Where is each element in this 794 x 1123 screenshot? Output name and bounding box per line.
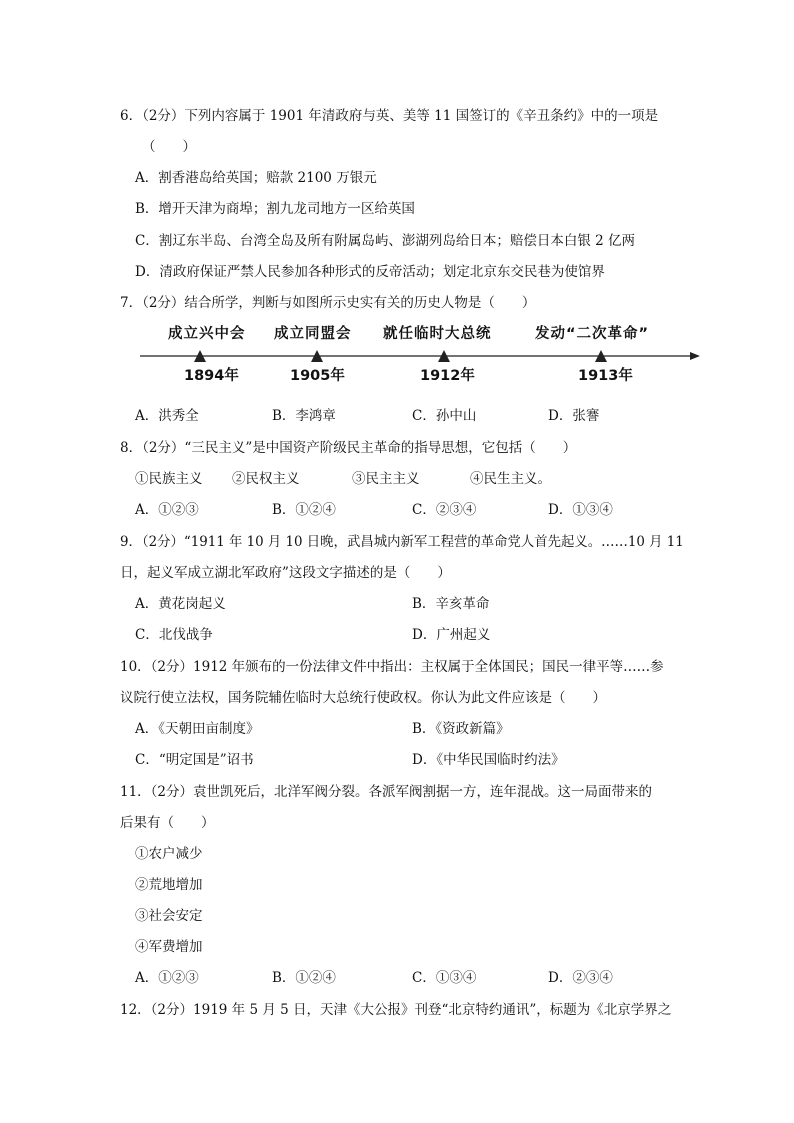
q8-option-c: C．②③④ [412, 502, 477, 518]
q6-option-b: B．增开天津为商埠；割九龙司地方一区给英国 [135, 201, 415, 217]
q7-option-b: B．李鸿章 [272, 408, 336, 424]
q6-stem: 6．（2分）下列内容属于 1901 年清政府与英、美等 11 国签订的《辛丑条约》中的一项是 [120, 108, 659, 124]
timeline-event-2: 成立同盟会 [274, 326, 352, 342]
q11-option-c: C．①③④ [412, 970, 477, 986]
q10-option-b: B．《资政新篇》 [412, 721, 510, 737]
q8-item-4: ④民生主义。 [470, 471, 551, 487]
q9-option-d: D．广州起义 [412, 627, 491, 643]
q11-item-4: ④军费增加 [135, 939, 203, 955]
timeline-year-2: 1905年 [290, 368, 345, 384]
q11-option-a: A．①②③ [135, 970, 199, 986]
q6-stem-blank: （ ） [142, 139, 196, 155]
q10-option-c: C．“明定国是”诏书 [135, 752, 254, 768]
q11-stem-cont: 后果有（ ） [120, 815, 215, 831]
q7-option-a: A．洪秀全 [135, 408, 199, 424]
timeline-year-4: 1913年 [578, 368, 633, 384]
q6-option-a: A．割香港岛给英国；赔款 2100 万银元 [135, 170, 377, 186]
q7-timeline [140, 320, 700, 390]
q11-option-b: B．①②④ [272, 970, 336, 986]
timeline-event-3: 就任临时大总统 [383, 326, 492, 342]
q11-item-2: ②荒地增加 [135, 877, 203, 893]
q7-stem: 7．（2分）结合所学，判断与如图所示史实有关的历史人物是（ ） [120, 295, 536, 311]
q6-option-d: D．清政府保证严禁人民参加各种形式的反帝活动；划定北京东交民巷为使馆界 [135, 264, 605, 280]
q8-option-b: B．①②④ [272, 502, 336, 518]
q11-item-3: ③社会安定 [135, 908, 203, 924]
q12-stem: 12．（2分）1919 年 5 月 5 日，天津《大公报》刊登“北京特约通讯”，标题为《北京学界之 [120, 1002, 672, 1018]
q9-option-b: B．辛亥革命 [412, 596, 490, 612]
q11-item-1: ①农户减少 [135, 846, 203, 862]
q9-option-c: C．北伐战争 [135, 627, 213, 643]
q9-option-a: A．黄花岗起义 [135, 596, 226, 612]
q8-item-1: ①民族主义 [135, 471, 203, 487]
q11-stem: 11．（2分）袁世凯死后，北洋军阀分裂。各派军阀割据一方，连年混战。这一局面带来的 [120, 784, 653, 800]
q11-option-d: D．②③④ [548, 970, 613, 986]
q8-item-2: ②民权主义 [232, 471, 300, 487]
q8-option-a: A．①②③ [135, 502, 199, 518]
q8-option-d: D．①③④ [548, 502, 613, 518]
q6-option-c: C．割辽东半岛、台湾全岛及所有附属岛屿、澎湖列岛给日本；赔偿日本白银 2 亿两 [135, 233, 635, 249]
q9-stem: 9．（2分）“1911 年 10 月 10 日晚，武昌城内新军工程营的革命党人首先起义。……10 月 11 [120, 534, 684, 550]
timeline-year-1: 1894年 [184, 368, 239, 384]
q10-stem: 10．（2分）1912 年颁布的一份法律文件中指出：主权属于全体国民；国民一律平等……参 [120, 659, 664, 675]
q7-option-d: D．张謇 [548, 408, 600, 424]
q10-option-d: D．《中华民国临时约法》 [412, 752, 565, 768]
q9-stem-cont: 日，起义军成立湖北军政府”这段文字描述的是（ ） [120, 565, 451, 581]
q7-option-c: C．孙中山 [412, 408, 477, 424]
timeline-event-4: 发动“二次革命” [535, 326, 650, 342]
timeline-event-1: 成立兴中会 [168, 326, 246, 342]
q8-item-3: ③民主主义 [352, 471, 420, 487]
q10-option-a: A．《天朝田亩制度》 [135, 721, 260, 737]
q10-stem-cont: 议院行使立法权，国务院辅佐临时大总统行使政权。你认为此文件应该是（ ） [120, 690, 606, 706]
timeline-year-3: 1912年 [420, 368, 475, 384]
q8-stem: 8．（2分）“三民主义”是中国资产阶级民主革命的指导思想，它包括（ ） [120, 440, 577, 456]
